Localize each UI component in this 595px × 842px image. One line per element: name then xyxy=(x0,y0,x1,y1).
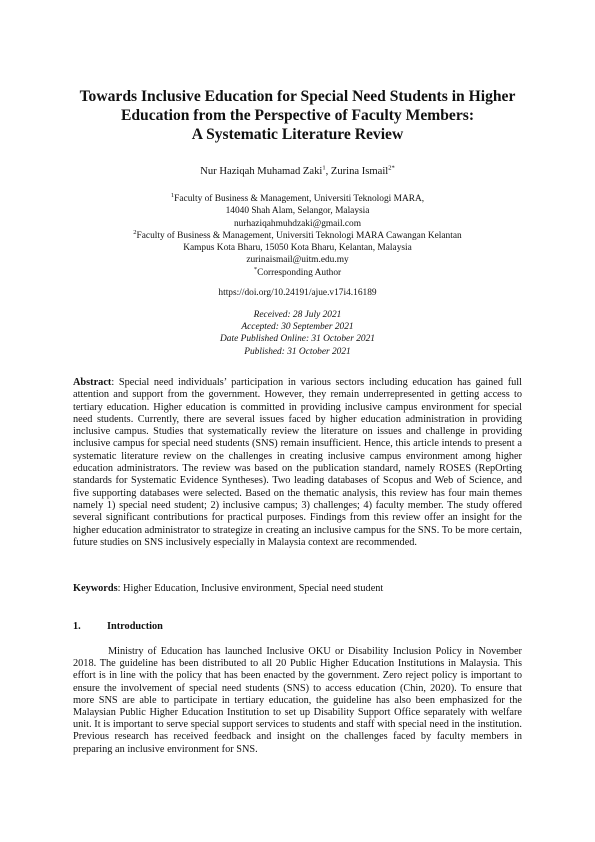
keywords xyxy=(73,583,522,595)
publication-dates xyxy=(60,309,535,358)
section-number: 1. xyxy=(73,621,81,632)
abstract-label: Abstract xyxy=(73,377,112,388)
author-email: zurinaismail@uitm.edu.my xyxy=(246,255,349,266)
affiliation-line: Kampus Kota Bharu, 15050 Kota Bharu, Kelantan, Malaysia xyxy=(183,243,412,254)
title-line-1: Towards Inclusive Education for Special Need Students in Higher xyxy=(79,88,516,105)
affiliation-superscript: 2 xyxy=(133,228,137,236)
online-date: Date Published Online: 31 October 2021 xyxy=(220,334,375,345)
author-superscript: 2* xyxy=(388,164,395,172)
author-email: nurhaziqahmuhdzaki@gmail.com xyxy=(233,218,362,229)
title-line-2: Education from the Perspective of Faculty Members: xyxy=(120,107,475,124)
paper-title xyxy=(60,87,535,144)
affiliation-line: $^1$Faculty of Business & Management, Universiti Teknologi MARA, xyxy=(170,191,425,204)
section-heading xyxy=(73,621,522,633)
received-date: Received: 28 July 2021 xyxy=(253,310,342,320)
keywords-label: Keywords xyxy=(73,583,118,594)
affiliation-line: 14040 Shah Alam, Selangor, Malaysia xyxy=(225,206,370,217)
author-name: Zurina Ismail xyxy=(330,166,389,177)
section-title: Introduction xyxy=(107,621,163,632)
author-superscript: 1 xyxy=(322,164,326,172)
affiliation-line: $^2$Faculty of Business & Management, Universiti Teknologi MARA Cawangan Kelantan xyxy=(133,228,462,241)
abstract xyxy=(73,377,522,549)
published-date: Published: 31 October 2021 xyxy=(244,346,351,357)
corresponding-superscript: * xyxy=(253,265,258,273)
doi-link[interactable]: https://doi.org/10.24191/ajue.v17i4.16189 xyxy=(218,288,377,298)
affiliation-superscript: 1 xyxy=(170,191,175,199)
author-list xyxy=(60,165,535,178)
affiliations xyxy=(60,193,535,279)
abstract-text: : Special need individuals’ participation in various sectors including education has gained full attention and support from the government. However, they remain underrepresented in getting access to tertiary education. Higher education is committed in providing inclusive campus environment for special need students. Currently, there are several issues faced by higher education administration in providing inclusive campus. Studies that systematically review the literature on issues and challenge in providing inclusive campus for special need students (SNS) remain insufficient. Hence, this article intends to present a systematic literature review on the challenges in creating inclusive campus environment among higher education administrators. The review was based on the publication standard, namely ROSES (RepOrting standards for Systematic Evidence Syntheses). Two leading databases of Scopus and Web of Science, and five supporting databases were selected. Based on the thematic analysis, this review has four main themes namely 1) special need student; 2) inclusive campus; 3) challenges; 4) faculty member. The study offered several significant contributions for practical purposes. Findings from this review offer an insight for the higher education administrator to strategize in creating an inclusive campus for the SNS. To be more certain, future studies on SNS inclusively especially in Malaysia context are recommended. xyxy=(73,377,522,548)
author-name: Nur Haziqah Muhamad Zaki xyxy=(200,166,323,177)
author-separator: , xyxy=(325,166,331,177)
intro-paragraph: Ministry of Education has launched Inclusive OKU or Disability Inclusion Policy in November 2018. The guideline has been distributed to all 20 Public Higher Education Institutions in Malaysia. This effort is in line with the policy that has been enacted by the government. Zero reject policy is important to ensure the involvement of special need students (SNS) to access education (Chin, 2020). To ensure that more SNS are able to participate in tertiary education, the guideline has also been emphasized for the Malaysian Public Higher Education Institution to set up Disability Support Office separately with welfare unit. It is important to serve special support services to students and staff with special need in the institution. Previous research has received feedback and insight on the challenges faced by faculty members in preparing an inclusive environment for SNS. xyxy=(73,646,522,755)
keywords-text: : Higher Education, Inclusive environment, Special need student xyxy=(117,583,384,594)
corresponding-author-note: *Corresponding Author xyxy=(253,265,342,278)
accepted-date: Accepted: 30 September 2021 xyxy=(241,322,354,333)
title-line-3: A Systematic Literature Review xyxy=(191,126,404,143)
